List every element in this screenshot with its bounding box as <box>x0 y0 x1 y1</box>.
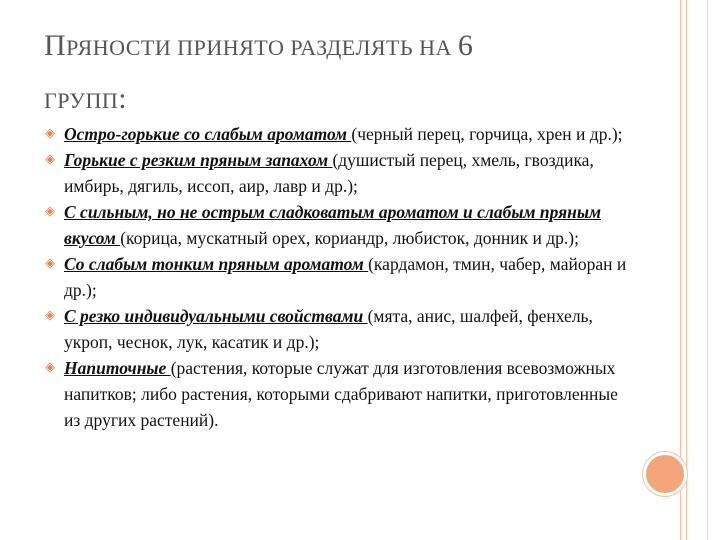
right-decorative-line <box>686 0 687 540</box>
diamond-bullet-icon: ◈ <box>45 360 55 375</box>
title-line-1: ПРЯНОСТИ ПРИНЯТО РАЗДЕЛЯТЬ НА 6 <box>44 29 474 62</box>
list-item <box>44 147 634 199</box>
list-item <box>44 251 634 303</box>
group-examples: (душистый перец, хмель, гвоздика, имбирь, дягиль, иссоп, аир, лавр и др.); <box>64 150 594 196</box>
list-item <box>44 303 634 355</box>
right-decorative-line <box>707 0 708 540</box>
group-examples: (мята, анис, шалфей, фенхель, укроп, чеснок, лук, касатик и др.); <box>64 306 593 352</box>
group-examples: (растения, которые служат для изготовления всевозможных напитков; либо растения, которыми сдабривают напитки, приготовленные из других растений). <box>64 358 618 430</box>
group-name: С резко индивидуальными свойствами <box>64 306 368 326</box>
list-item <box>44 121 634 147</box>
group-name: Напиточные <box>64 358 171 378</box>
group-examples: (корица, мускатный орех, кориандр, любисток, донник и др.); <box>120 228 579 248</box>
title-line-2: ГРУПП: <box>44 82 128 115</box>
slide-title <box>44 22 644 128</box>
diamond-bullet-icon: ◈ <box>45 308 55 323</box>
group-name: С сильным, но не острым сладковатым ароматом и слабым пряным вкусом <box>64 202 602 248</box>
diamond-bullet-icon: ◈ <box>45 204 55 219</box>
group-name: Со слабым тонким пряным ароматом <box>64 254 369 274</box>
diamond-bullet-icon: ◈ <box>45 256 55 271</box>
group-name: Остро-горькие со слабым ароматом <box>64 124 352 144</box>
spice-groups-list <box>44 121 634 433</box>
group-name: Горькие с резким пряным запахом <box>64 150 333 170</box>
diamond-bullet-icon: ◈ <box>45 152 55 167</box>
list-item <box>44 199 634 251</box>
group-examples: (черный перец, горчица, хрен и др.); <box>351 124 623 144</box>
group-examples: (кардамон, тмин, чабер, майоран и др.); <box>64 254 627 300</box>
decorative-circle-icon <box>643 452 687 496</box>
list-item <box>44 355 634 433</box>
diamond-bullet-icon: ◈ <box>45 126 55 141</box>
